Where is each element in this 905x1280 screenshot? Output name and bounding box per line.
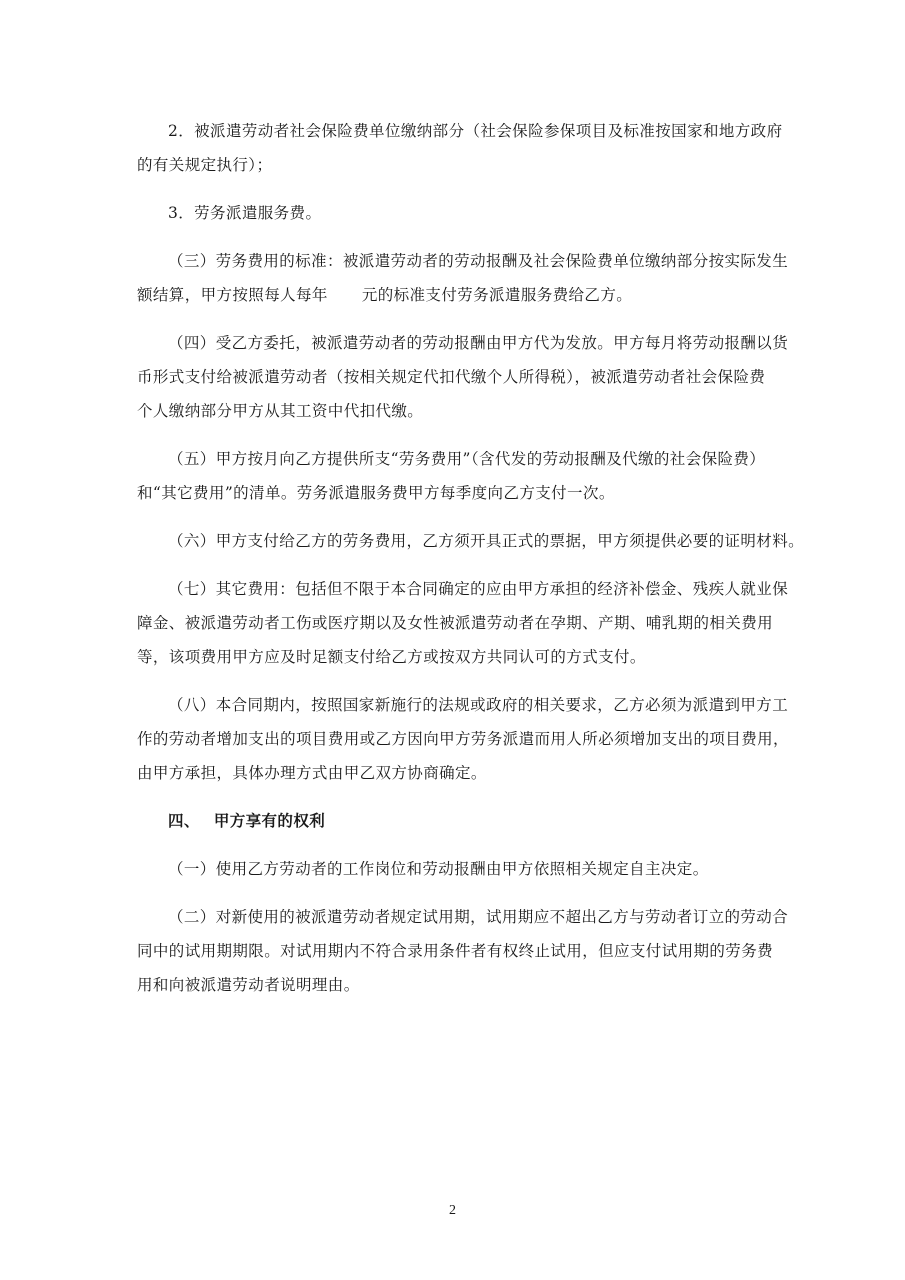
paragraph-fee-standard: （三）劳务费用的标准：被派遣劳动者的劳动报酬及社会保险费单位缴纳部分按实际发生 额结算，甲方按照每人每年 元的标准支付劳务派遣服务费给乙方。 — [137, 252, 789, 304]
paragraph-probation: （二）对新使用的被派遣劳动者规定试用期，试用期应不超出乙方与劳动者订立的劳动合 同中的试用期期限。对试用期内不符合录用条件者有权终止试用，但应支付试用期的劳务费 用和向被派遣劳动者说明理由。 — [137, 908, 789, 994]
document-body — [137, 114, 805, 1016]
paragraph-monthly-statement: （五）甲方按月向乙方提供所支“劳务费用”（含代发的劳动报酬及代缴的社会保险费） 和“其它费用”的清单。劳务派遣服务费甲方每季度向乙方支付一次。 — [137, 450, 766, 502]
paragraph-job-position: （一）使用乙方劳动者的工作岗位和劳动报酬由甲方依照相关规定自主决定。 — [168, 860, 709, 878]
paragraph-other-fees: （七）其它费用：包括但不限于本合同确定的应由甲方承担的经济补偿金、残疾人就业保 障金、被派遣劳动者工伤或医疗期以及女性被派遣劳动者在孕期、产期、哺乳期的相关费用 等，该项费用甲方应及时足额支付给乙方或按双方共同认可的方式支付。 — [137, 580, 789, 666]
section-heading-party-a-rights: 四、 甲方享有的权利 — [168, 812, 326, 830]
page-number: 2 — [449, 1203, 456, 1218]
paragraph-service-fee-item: 3．劳务派遣服务费。 — [168, 204, 322, 222]
paragraph-new-regulations: （八）本合同期内，按照国家新施行的法规或政府的相关要求，乙方必须为派遣到甲方工 作的劳动者增加支出的项目费用或乙方因向甲方劳务派遣而用人所必须增加支出的项目费用， 由甲方承担，具体办理方式由甲乙双方协商确定。 — [137, 696, 789, 782]
paragraph-invoice: （六）甲方支付给乙方的劳务费用，乙方须开具正式的票据，甲方须提供必要的证明材料。 — [168, 532, 805, 550]
paragraph-social-insurance-item: 2．被派遣劳动者社会保险费单位缴纳部分（社会保险参保项目及标准按国家和地方政府 的有关规定执行）； — [137, 122, 783, 174]
paragraph-salary-payment: （四）受乙方委托，被派遣劳动者的劳动报酬由甲方代为发放。甲方每月将劳动报酬以货 币形式支付给被派遣劳动者（按相关规定代扣代缴个人所得税），被派遣劳动者社会保险费 个人缴纳部分甲方从其工资中代扣代缴。 — [137, 334, 789, 420]
